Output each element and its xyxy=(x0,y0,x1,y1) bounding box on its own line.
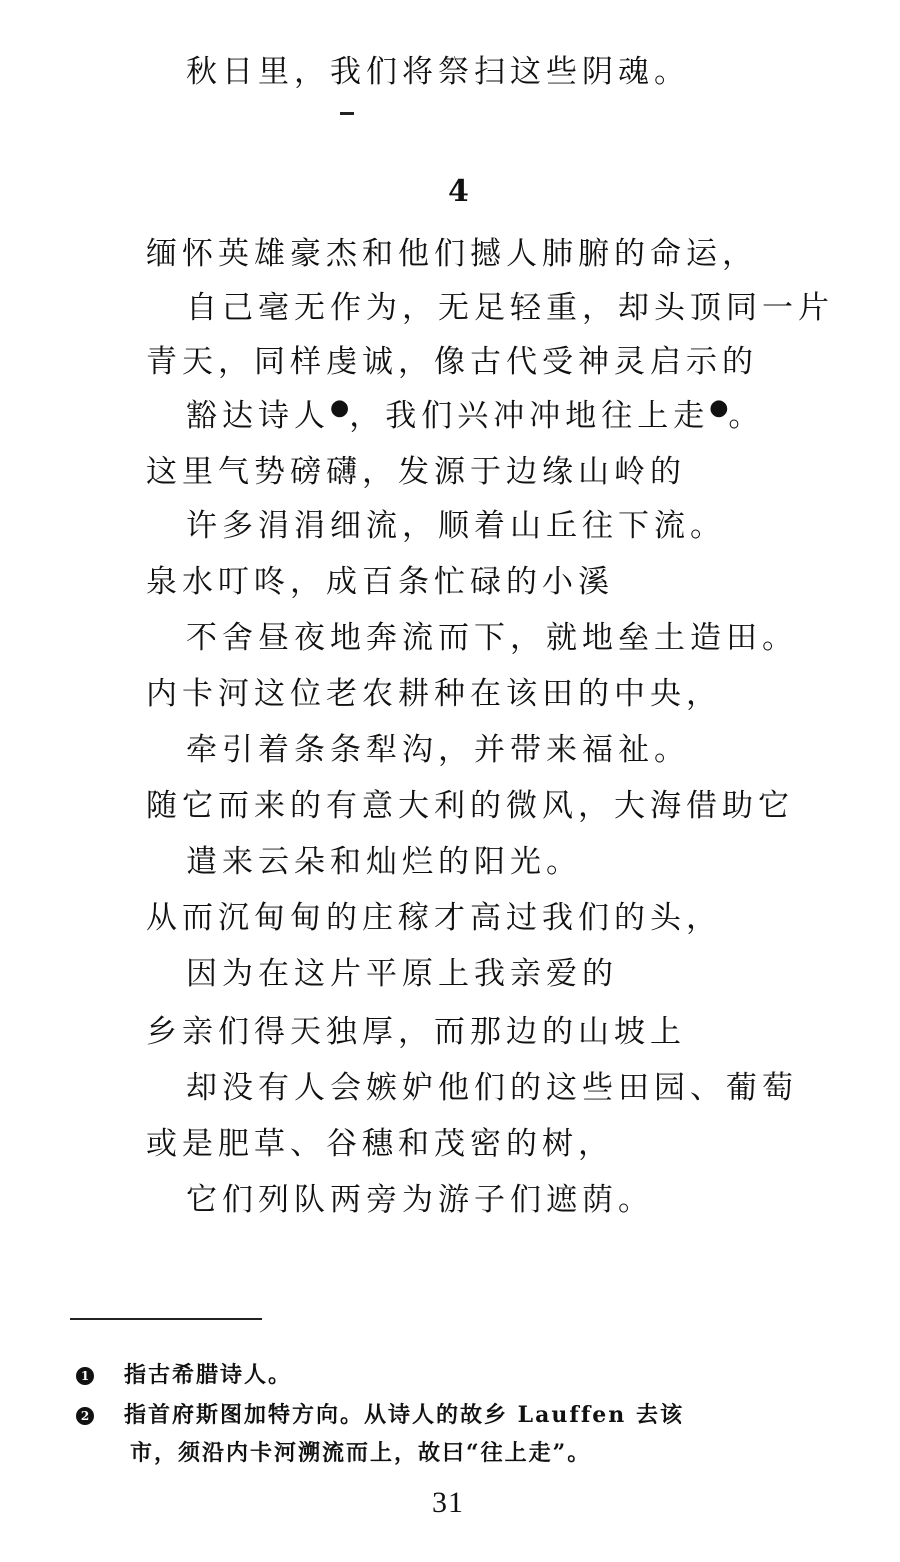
footnote-continuation: 市，须沿内卡河溯流而上，故曰“往上走”。 xyxy=(130,1440,592,1466)
poem-line xyxy=(186,396,764,436)
poem-line: 随它而来的有意大利的微风，大海借助它 xyxy=(146,788,794,824)
poem-line: 或是肥草、谷穗和茂密的树， xyxy=(146,1126,614,1162)
page-number: 31 xyxy=(432,1486,464,1519)
footnote-text: 指古希腊诗人。 xyxy=(124,1362,293,1388)
poem-line: 从而沉甸甸的庄稼才高过我们的头， xyxy=(146,900,722,936)
footnote xyxy=(76,1400,684,1430)
poem-line: 自己毫无作为，无足轻重，却头顶同一片 xyxy=(186,290,834,326)
poem-line: 泉水叮咚，成百条忙碌的小溪 xyxy=(146,564,614,600)
footnote xyxy=(76,1360,292,1390)
poem-line: 青天，同样虔诚，像古代受神灵启示的 xyxy=(146,344,758,380)
poem-line: 它们列队两旁为游子们遮荫。 xyxy=(186,1182,654,1218)
footnote-marker-1: ● xyxy=(330,395,350,421)
poem-line-text: 豁达诗人 xyxy=(186,398,330,434)
poem-line-text: 。 xyxy=(728,398,765,434)
poem-line: 不舍昼夜地奔流而下，就地垒土造田。 xyxy=(186,620,798,656)
section-number: 4 xyxy=(448,174,469,209)
separator-dash xyxy=(340,112,354,115)
footnote-text: 指首府斯图加特方向。从诗人的故乡 Lauffen 去该 xyxy=(124,1402,684,1428)
poem-line: 因为在这片平原上我亲爱的 xyxy=(186,956,618,992)
poem-line: 这里气势磅礴，发源于边缘山岭的 xyxy=(146,454,686,490)
poem-line: 乡亲们得天独厚，而那边的山坡上 xyxy=(146,1014,686,1050)
poem-line-text: ，我们兴冲冲地往上走 xyxy=(349,398,710,434)
poem-line: 缅怀英雄豪杰和他们撼人肺腑的命运， xyxy=(146,236,758,272)
footnote-rule xyxy=(70,1318,262,1320)
footnote-marker-2: ● xyxy=(709,395,729,421)
poem-line: 内卡河这位老农耕种在该田的中央， xyxy=(146,676,722,712)
footnote-bullet: 1 xyxy=(76,1367,94,1385)
footnote-bullet: 2 xyxy=(76,1407,94,1425)
poem-line: 却没有人会嫉妒他们的这些田园、葡萄 xyxy=(186,1070,798,1106)
poem-line: 许多涓涓细流，顺着山丘往下流。 xyxy=(186,508,726,544)
poem-line: 牵引着条条犁沟，并带来福祉。 xyxy=(186,732,690,768)
opening-line: 秋日里，我们将祭扫这些阴魂。 xyxy=(186,54,690,90)
poem-line: 遣来云朵和灿烂的阳光。 xyxy=(186,844,582,880)
